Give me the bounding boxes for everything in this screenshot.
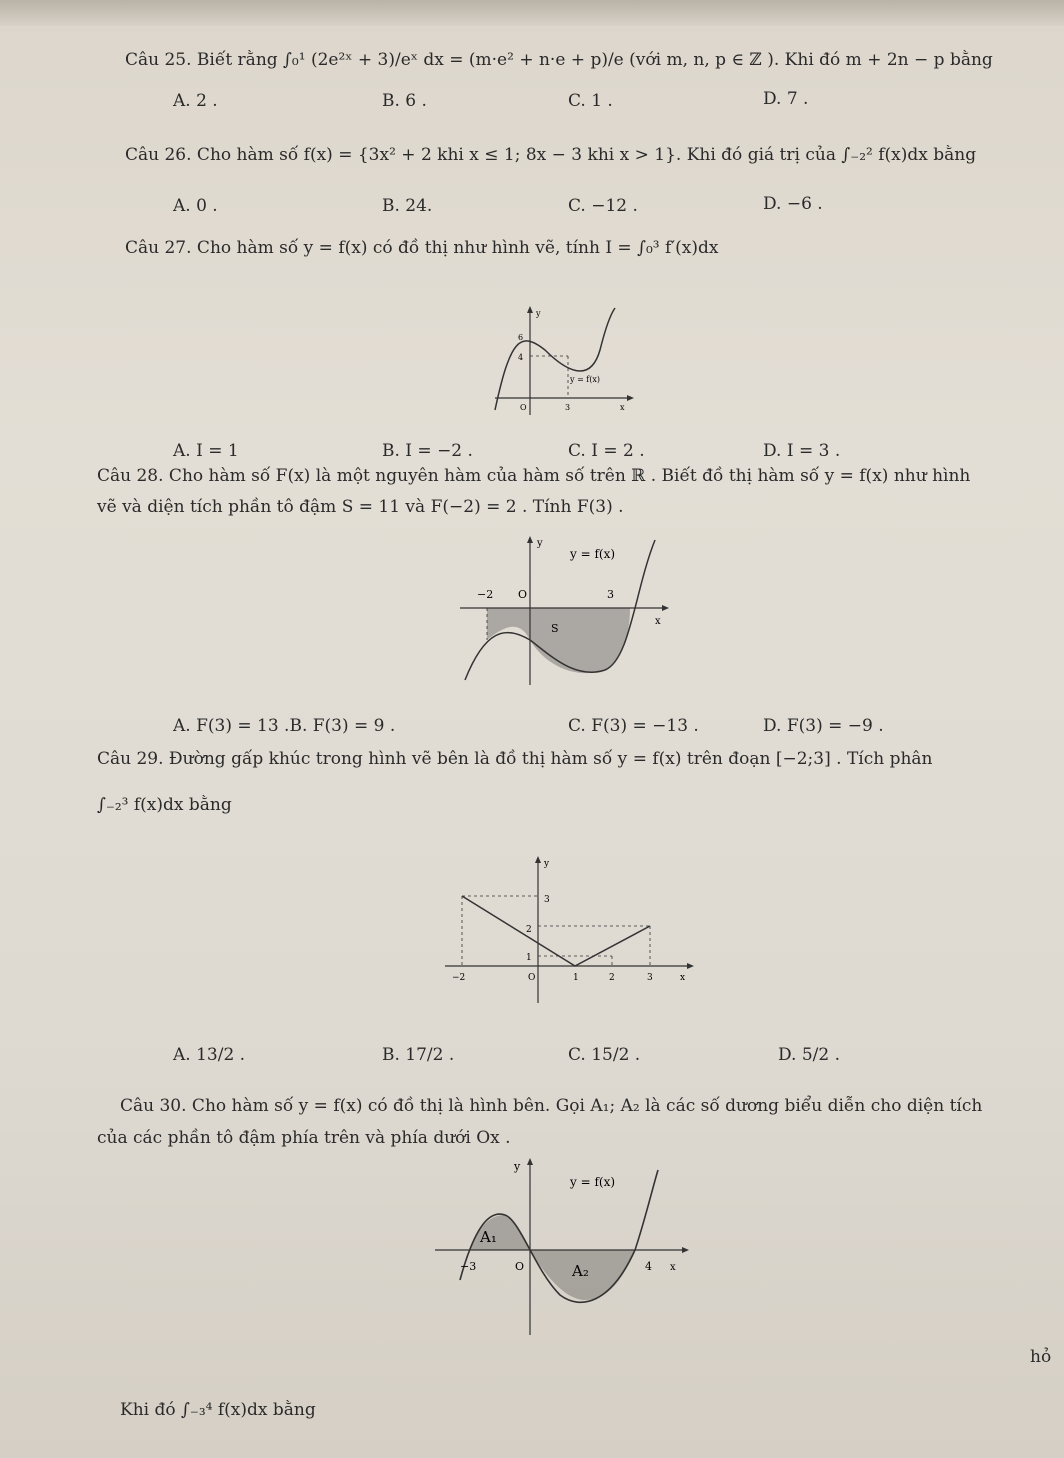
q27-y-arrow xyxy=(527,306,533,313)
q30-x-label: x xyxy=(670,1262,676,1273)
question-28-line2: vẽ và diện tích phần tô đậm S = 11 và F(−2) = 2 . Tính F(3) . xyxy=(97,497,624,517)
q29-label-neg2: −2 xyxy=(452,973,466,983)
q29-option-b: B. 17/2 . xyxy=(382,1045,455,1065)
q27-graph xyxy=(490,300,640,420)
q29-option-d: D. 5/2 . xyxy=(778,1045,840,1065)
q30-label-neg3: −3 xyxy=(460,1260,477,1273)
q28-area-label: S xyxy=(551,622,559,635)
q28-graph xyxy=(455,530,680,690)
q29-polyline xyxy=(462,896,650,966)
q29-label-1: 1 xyxy=(526,953,532,963)
q25-option-d: D. 7 . xyxy=(763,89,809,109)
q28-shaded-region xyxy=(487,608,630,673)
q27-option-b: B. I = −2 . xyxy=(382,441,473,461)
question-27-text: Câu 27. Cho hàm số y = f(x) có đồ thị như hình vẽ, tính I = ∫₀³ f′(x)dx xyxy=(125,238,719,258)
q28-option-c: C. F(3) = −13 . xyxy=(568,716,699,736)
q27-option-c: C. I = 2 . xyxy=(568,441,645,461)
q28-x-label: x xyxy=(655,616,661,627)
q25-option-b: B. 6 . xyxy=(382,91,427,111)
q30-label-a2: A₂ xyxy=(572,1262,589,1280)
q27-option-d: D. I = 3 . xyxy=(763,441,841,461)
q26-option-c: C. −12 . xyxy=(568,196,638,216)
q27-label-6: 6 xyxy=(518,333,524,342)
torn-top-edge xyxy=(0,0,1064,26)
q30-label-4: 4 xyxy=(645,1260,652,1273)
q26-option-b: B. 24. xyxy=(382,196,433,216)
q30-label-a1: A₁ xyxy=(480,1228,497,1246)
q29-label-3: 3 xyxy=(544,895,550,905)
q29-label-x3: 3 xyxy=(647,973,653,983)
q29-label-x2: 2 xyxy=(609,973,615,983)
q27-label-4: 4 xyxy=(518,353,524,362)
q29-option-c: C. 15/2 . xyxy=(568,1045,641,1065)
q27-option-a: A. I = 1 xyxy=(173,441,239,461)
question-29-line2: ∫₋₂³ f(x)dx bằng xyxy=(97,795,232,815)
q28-label-3: 3 xyxy=(607,588,614,601)
q27-origin: O xyxy=(520,403,527,412)
question-25-text: Câu 25. Biết rằng ∫₀¹ (2e²ˣ + 3)/eˣ dx = (m·e² + n·e + p)/e (với m, n, p ∈ ℤ ). Khi đó m + 2n − p bằng xyxy=(125,50,993,70)
q29-origin: O xyxy=(528,973,536,983)
question-26-text: Câu 26. Cho hàm số f(x) = {3x² + 2 khi x ≤ 1; 8x − 3 khi x > 1}. Khi đó giá trị của ∫₋₂² f(x)dx bằng xyxy=(125,145,977,165)
question-28-line1: Câu 28. Cho hàm số F(x) là một nguyên hàm của hàm số trên ℝ . Biết đồ thị hàm số y = f(x) như hình xyxy=(97,466,971,486)
q30-origin: O xyxy=(515,1260,525,1273)
q29-label-2: 2 xyxy=(526,925,532,935)
q27-curve-label: y = f(x) xyxy=(570,375,601,384)
q27-x-label: x xyxy=(620,403,625,412)
q26-option-d: D. −6 . xyxy=(763,194,823,214)
q27-label-3: 3 xyxy=(565,403,571,412)
q29-x-arrow xyxy=(687,963,694,969)
q28-label-neg2: −2 xyxy=(477,588,494,601)
q27-curve xyxy=(495,308,615,410)
question-29-line1: Câu 29. Đường gấp khúc trong hình vẽ bên là đồ thị hàm số y = f(x) trên đoạn [−2;3] . Tích phân xyxy=(97,749,933,769)
q29-label-x1: 1 xyxy=(573,973,579,983)
q28-y-arrow xyxy=(527,536,533,543)
q28-option-d: D. F(3) = −9 . xyxy=(763,716,884,736)
q28-x-arrow xyxy=(662,605,669,611)
q25-option-c: C. 1 . xyxy=(568,91,613,111)
q26-option-a: A. 0 . xyxy=(173,196,218,216)
q29-option-a: A. 13/2 . xyxy=(173,1045,246,1065)
q29-x-label: x xyxy=(680,973,686,983)
q28-curve-label: y = f(x) xyxy=(570,547,616,561)
question-30-line2: của các phần tô đậm phía trên và phía dưới Ox . xyxy=(97,1128,511,1148)
q30-graph xyxy=(430,1150,700,1340)
q30-curve-label: y = f(x) xyxy=(570,1175,616,1189)
question-30-line3: Khi đó ∫₋₃⁴ f(x)dx bằng xyxy=(120,1400,316,1420)
q29-graph xyxy=(440,848,700,1008)
q30-y-arrow xyxy=(527,1158,533,1165)
q29-y-arrow xyxy=(535,856,541,863)
q25-option-a: A. 2 . xyxy=(173,91,218,111)
q28-y-label: y xyxy=(537,538,543,549)
q28-option-ab: A. F(3) = 13 .B. F(3) = 9 . xyxy=(173,716,396,736)
question-30-line1: Câu 30. Cho hàm số y = f(x) có đồ thị là hình bên. Gọi A₁; A₂ là các số dương biểu diễn cho diện tích xyxy=(120,1096,983,1116)
q30-x-arrow xyxy=(682,1247,689,1253)
q30-margin-fragment: hỏ xyxy=(1030,1347,1052,1367)
q29-y-label: y xyxy=(544,859,550,869)
q28-origin: O xyxy=(518,588,528,601)
q27-x-arrow xyxy=(627,395,634,401)
q27-y-label: y xyxy=(536,309,541,318)
q30-y-label: y xyxy=(514,1160,521,1173)
